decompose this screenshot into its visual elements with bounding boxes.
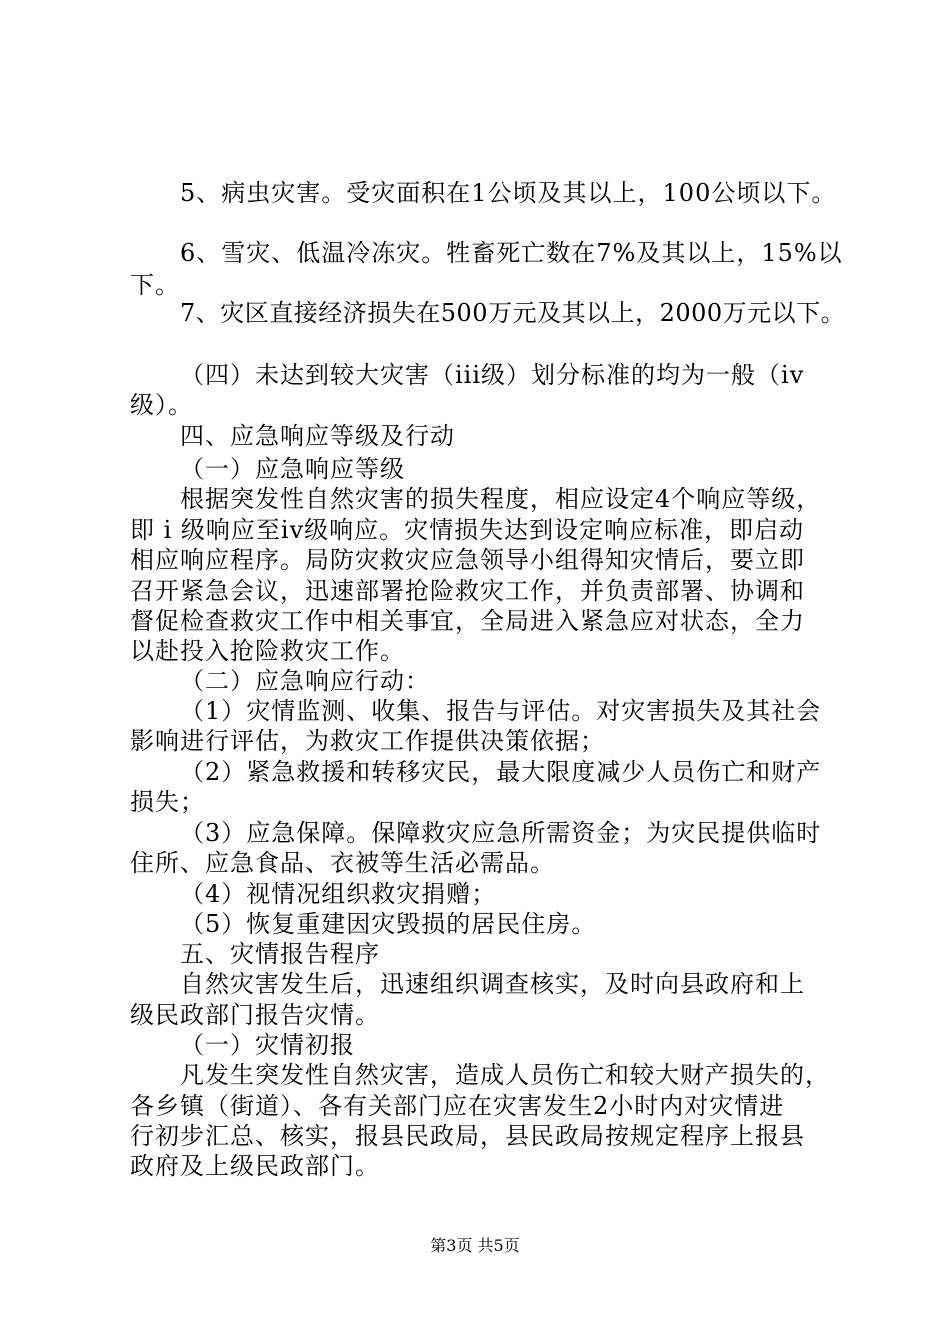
section-heading: 四、应急响应等级及行动 bbox=[180, 422, 455, 450]
text-line: 各乡镇（街道）、各有关部门应在灾害发生2小时内对灾情进 bbox=[130, 1092, 785, 1120]
text-line: （4）视情况组织救灾捐赠； bbox=[180, 880, 497, 908]
text-line: 下。 bbox=[130, 271, 180, 299]
text-line: 影响进行评估，为救灾工作提供决策依据； bbox=[130, 727, 605, 755]
text-line: （3）应急保障。保障救灾应急所需资金；为灾民提供临时 bbox=[180, 819, 822, 847]
subsection-heading: （一）灾情初报 bbox=[180, 1031, 355, 1059]
section-heading: 五、灾情报告程序 bbox=[180, 940, 380, 968]
subsection-heading: （一）应急响应等级 bbox=[180, 455, 405, 483]
text-line: 6、雪灾、低温冷冻灾。牲畜死亡数在7%及其以上，15%以 bbox=[180, 239, 843, 267]
text-line: 以赴投入抢险救灾工作。 bbox=[130, 637, 405, 665]
text-line: 凡发生突发性自然灾害，造成人员伤亡和较大财产损失的， bbox=[180, 1061, 830, 1089]
text-line: 相应响应程序。局防灾救灾应急领导小组得知灾情后，要立即 bbox=[130, 546, 805, 574]
text-line: 级）。 bbox=[130, 391, 193, 419]
text-line: 行初步汇总、核实，报县民政局，县民政局按规定程序上报县 bbox=[130, 1122, 805, 1150]
text-line: （2）紧急救援和转移灾民，最大限度减少人员伤亡和财产 bbox=[180, 758, 822, 786]
page-footer: 第3页 共5页 bbox=[430, 1236, 520, 1255]
text-line: 即 i 级响应至iv级响应。灾情损失达到设定响应标准，即启动 bbox=[130, 516, 805, 544]
text-line: 级民政部门报告灾情。 bbox=[130, 1001, 380, 1029]
text-line: 5、病虫灾害。受灾面积在1公顷及其以上，100公顷以下。 bbox=[180, 179, 837, 207]
text-line: 自然灾害发生后，迅速组织调查核实，及时向县政府和上 bbox=[180, 970, 805, 998]
text-line: 召开紧急会议，迅速部署抢险救灾工作，并负责部署、协调和 bbox=[130, 577, 805, 605]
text-line: 损失； bbox=[130, 788, 205, 816]
text-line: 7、灾区直接经济损失在500万元及其以上，2000万元以下。 bbox=[180, 299, 846, 327]
text-line: 根据突发性自然灾害的损失程度，相应设定4个响应等级， bbox=[180, 485, 822, 513]
text-line: 住所、应急食品、衣被等生活必需品。 bbox=[130, 849, 555, 877]
text-line: （1）灾情监测、收集、报告与评估。对灾害损失及其社会 bbox=[180, 697, 822, 725]
subsection-heading: （二）应急响应行动： bbox=[180, 667, 430, 695]
text-line: （四）未达到较大灾害（iii级）划分标准的均为一般（iv bbox=[180, 361, 805, 389]
text-line: 政府及上级民政部门。 bbox=[130, 1152, 380, 1180]
text-line: （5）恢复重建因灾毁损的居民住房。 bbox=[180, 910, 597, 938]
text-line: 督促检查救灾工作中相关事宜，全局进入紧急应对状态，全力 bbox=[130, 607, 805, 635]
